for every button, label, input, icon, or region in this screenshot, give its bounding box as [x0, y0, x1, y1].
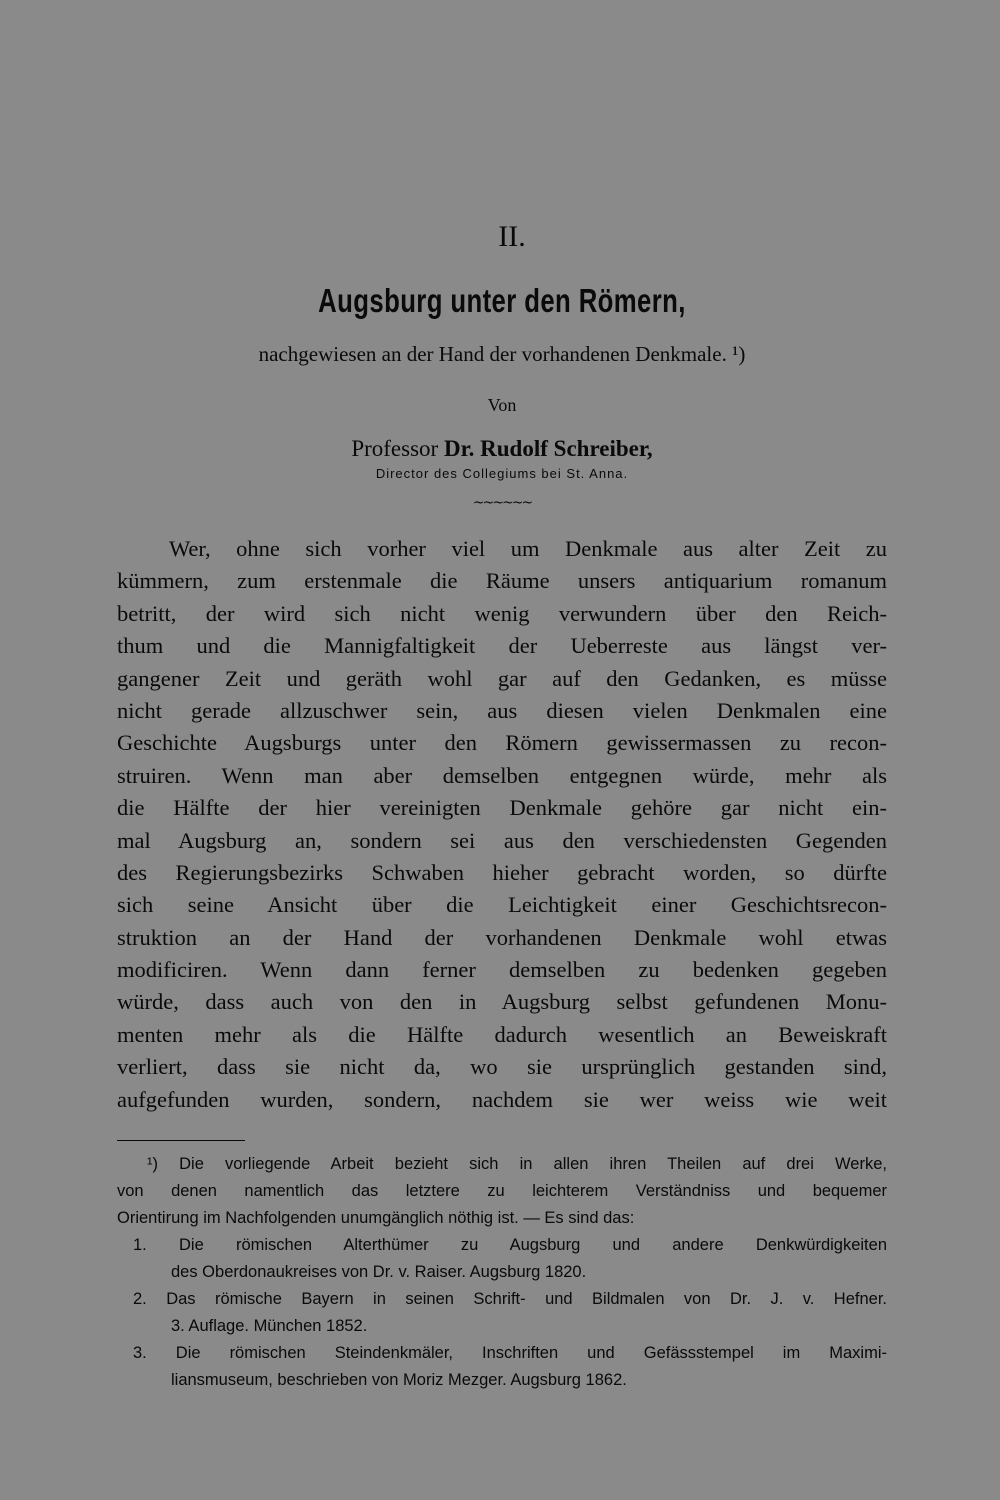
body-line: menten mehr als die Hälfte dadurch wesentlich an Beweiskraft: [117, 1021, 887, 1047]
body-line: struktion an der Hand der vorhandenen Denkmale wohl etwas: [117, 924, 887, 950]
body-line: nicht gerade allzuschwer sein, aus diesen vielen Denkmalen eine: [117, 697, 887, 723]
body-line: mal Augsburg an, sondern sei aus den verschiedensten Gegenden: [117, 827, 887, 853]
body-line: kümmern, zum erstenmale die Räume unsers antiquarium romanum: [117, 568, 887, 594]
body-line: gangener Zeit und geräth wohl gar auf den Gedanken, es müsse: [117, 665, 887, 691]
body-line: modificiren. Wenn dann ferner demselben zu bedenken gegeben: [117, 957, 887, 983]
page: [117, 220, 887, 1394]
body-line: aufgefunden wurden, sondern, nachdem sie wer weiss wie weit: [117, 1086, 887, 1112]
footnote-item-line: 3. Die römischen Steindenkmäler, Inschriften und Gefässstempel im Maximi-: [133, 1344, 887, 1363]
author-line: [117, 436, 887, 462]
article-title: Augsburg unter den Römern,: [318, 282, 686, 319]
byline-von: Von: [487, 395, 517, 415]
footnote-line: von denen namentlich das letztere zu leichterem Verständniss und bequemer: [117, 1182, 887, 1201]
body-line: Wer, ohne sich vorher viel um Denkmale aus alter Zeit zu: [169, 536, 887, 561]
footnote-item-line: 3. Auflage. München 1852.: [171, 1317, 368, 1336]
author-prefix: Professor: [351, 436, 439, 461]
article-subtitle: nachgewiesen an der Hand der vorhandenen Denkmale. ¹): [258, 342, 746, 366]
ornament-divider: ~~~~~~: [472, 495, 532, 511]
footnote-item-line: liansmuseum, beschrieben von Moriz Mezger. Augsburg 1862.: [171, 1371, 627, 1390]
author-name: Dr. Rudolf Schreiber,: [443, 436, 653, 461]
footnote-item-line: 1. Die römischen Alterthümer zu Augsburg und andere Denkwürdigkeiten: [133, 1236, 887, 1255]
body-line: betritt, der wird sich nicht wenig verwundern über den Reich-: [117, 600, 887, 626]
footnote-line: Orientirung im Nachfolgenden unumgänglich nöthig ist. — Es sind das:: [117, 1209, 635, 1228]
chapter-number: II.: [498, 220, 526, 253]
body-line: die Hälfte der hier vereinigten Denkmale gehöre gar nicht ein-: [117, 795, 887, 821]
body-line: struiren. Wenn man aber demselben entgegnen würde, mehr als: [117, 762, 887, 788]
body-paragraph: [117, 533, 887, 1116]
body-line: thum und die Mannigfaltigkeit der Ueberreste aus längst ver-: [117, 633, 887, 659]
body-line: verliert, dass sie nicht da, wo sie ursprünglich gestanden sind,: [117, 1054, 887, 1080]
body-line: des Regierungsbezirks Schwaben hieher gebracht worden, so dürfte: [117, 859, 887, 885]
author-affiliation: Director des Collegiums bei St. Anna.: [375, 466, 629, 481]
footnote-item-line: des Oberdonaukreises von Dr. v. Raiser. Augsburg 1820.: [171, 1263, 587, 1282]
footnotes: [117, 1151, 887, 1394]
footnote-rule: [117, 1140, 245, 1141]
body-line: sich seine Ansicht über die Leichtigkeit einer Geschichtsrecon-: [117, 892, 887, 918]
footnote-line: ¹) Die vorliegende Arbeit bezieht sich in allen ihren Theilen auf drei Werke,: [147, 1155, 887, 1174]
body-line: würde, dass auch von den in Augsburg selbst gefundenen Monu-: [117, 989, 887, 1015]
footnote-item-line: 2. Das römische Bayern in seinen Schrift- und Bildmalen von Dr. J. v. Hefner.: [133, 1290, 887, 1309]
body-line: Geschichte Augsburgs unter den Römern gewissermassen zu recon-: [117, 730, 887, 756]
